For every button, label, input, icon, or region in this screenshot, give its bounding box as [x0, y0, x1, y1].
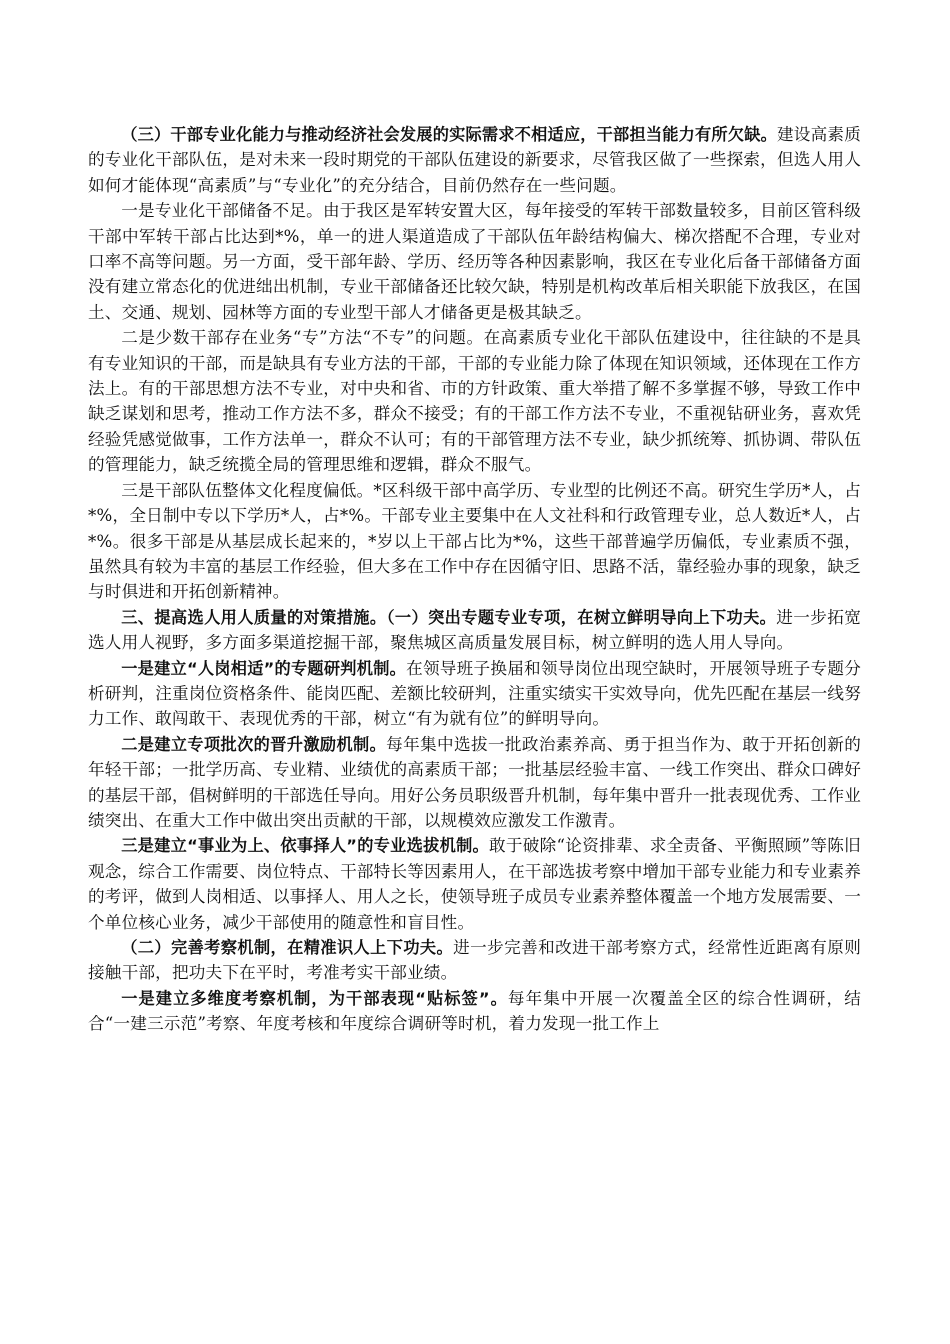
paragraph-text: 进一步完善和改进干部考察方式，经常性近距离有原则接触干部，把功夫下在平时，考准考实干部业绩。	[88, 938, 861, 983]
paragraph	[88, 656, 861, 732]
paragraph-text: 敢于破除“论资排辈、求全责备、平衡照顾”等陈旧观念，综合工作需要、岗位特点、干部特长等因素用人，在干部选拔考察中增加干部专业能力和专业素养的考评，做到人岗相适、以事择人、用人之长，使领导班子成员专业素养整体覆盖一个地方发展需要、一个单位核心业务，减少干部使用的随意性和盲目性。	[88, 836, 861, 932]
paragraph-heading: 二是建立专项批次的晋升激励机制。	[121, 734, 387, 754]
paragraph-heading: 一是建立“人岗相适”的专题研判机制。	[121, 658, 407, 678]
paragraph	[88, 605, 861, 656]
paragraph-text: 一是专业化干部储备不足。由于我区是军转安置大区，每年接受的军转干部数量较多，目前区管科级干部中军转干部占比达到*%，单一的进人渠道造成了干部队伍年龄结构偏大、梯次搭配不合理，专业对口率不高等问题。另一方面，受干部年龄、学历、经历等各种因素影响，我区在专业化后备干部储备方面没有建立常态化的优进绌出机制，专业干部储备还比较欠缺，特别是机构改革后相关职能下放我区，在国土、交通、规划、园林等方面的专业型干部人才储备更是极其缺乏。	[88, 201, 861, 322]
paragraph-text: 建设高素质的专业化干部队伍，是对未来一段时期党的干部队伍建设的新要求，尽管我区做了一些探索，但选人用人如何才能体现“高素质”与“专业化”的充分结合，目前仍然存在一些问题。	[88, 125, 861, 195]
paragraph	[88, 478, 861, 605]
paragraph-text: 进一步拓宽选人用人视野，多方面多渠道挖掘干部，聚焦城区高质量发展目标，树立鲜明的选人用人导向。	[88, 607, 862, 653]
paragraph	[88, 325, 861, 477]
paragraph-text: 每年集中选拔一批政治素养高、勇于担当作为、敢于开拓创新的年轻干部；一批学历高、专业精、业绩优的高素质干部；一批基层经验丰富、一线工作突出、群众口碑好的基层干部，倡树鲜明的干部选任导向。用好公务员职级晋升机制，每年集中晋升一批表现优秀、工作业绩突出、在重大工作中做出突出贡献的干部，以规模效应激发工作激青。	[88, 734, 861, 830]
paragraph-heading: 一是建立多维度考察机制，为干部表现“贴标签”。	[121, 988, 508, 1008]
paragraph-text: 三是干部队伍整体文化程度偏低。*区科级干部中高学历、专业型的比例还不高。研究生学历*人，占*%，全日制中专以下学历*人，占*%。干部专业主要集中在人文社科和行政管理专业，总人数近*人，占*%。很多干部是从基层成长起来的，*岁以上干部占比为*%，这些干部普遍学历偏低，专业素质不强，虽然具有较为丰富的基层工作经验，但大多在工作中存在因循守旧、思路不活，靠经验办事的现象，缺乏与时俱进和开拓创新精神。	[88, 480, 861, 602]
paragraph-heading: （三）干部专业化能力与推动经济社会发展的实际需求不相适应，干部担当能力有所欠缺。	[121, 125, 777, 144]
paragraph-text: 二是少数干部存在业务“专”方法“不专”的问题。在高素质专业化干部队伍建设中，往往缺的不是具有专业知识的干部，而是缺具有专业方法的干部，干部的专业能力除了体现在知识领域，还体现在工作方法上。有的干部思想方法不专业，对中央和省、市的方针政策、重大举措了解不多掌握不够，导致工作中缺乏谋划和思考，推动工作方法不多，群众不接受；有的干部工作方法不专业，不重视钻研业务，喜欢凭经验凭感觉做事，工作方法单一，群众不认可；有的干部管理方法不专业，缺少抓统筹、抓协调、带队伍的管理能力，缺乏统揽全局的管理思维和逻辑，群众不服气。	[88, 328, 861, 475]
paragraph	[88, 122, 861, 198]
paragraph-text: 在领导班子换届和领导岗位出现空缺时，开展领导班子专题分析研判，注重岗位资格条件、能岗匹配、差额比较研判，注重实绩实干实效导向，优先匹配在基层一线努力工作、敢闯敢干、表现优秀的干部，树立“有为就有位”的鲜明导向。	[88, 658, 861, 729]
paragraph-heading: 三、提高选人用人质量的对策措施。（一）突出专题专业专项，在树立鲜明导向上下功夫。	[121, 607, 777, 627]
paragraph-text: 每年集中开展一次覆盖全区的综合性调研，结合“一建三示范”考察、年度考核和年度综合调研等时机，着力发现一批工作上	[88, 988, 861, 1034]
paragraph	[88, 198, 861, 325]
paragraph-heading: 三是建立“事业为上、依事择人”的专业选拔机制。	[121, 836, 490, 856]
paragraph-heading: （二）完善考察机制，在精准识人上下功夫。	[121, 938, 454, 957]
paragraph	[88, 986, 861, 1037]
paragraph	[88, 732, 861, 834]
paragraph	[88, 935, 861, 986]
document-body	[88, 122, 861, 1037]
paragraph	[88, 833, 861, 935]
